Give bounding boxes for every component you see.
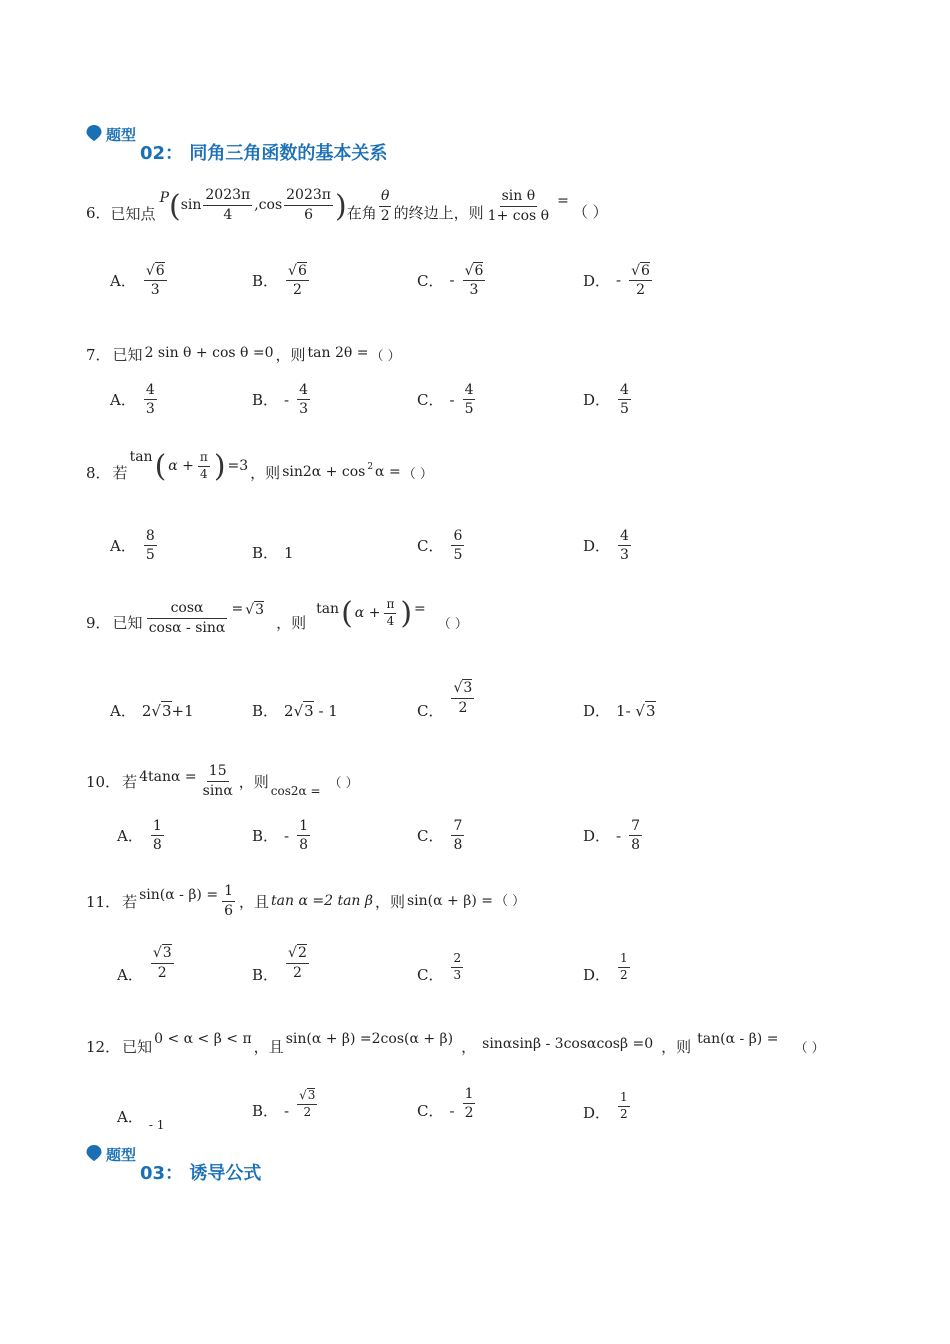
option-b: B． 1 — [252, 543, 294, 562]
option-a: A． $\frac{1}{8}$ — [117, 818, 162, 854]
option-c: C． $\frac{6}{5}$ — [417, 528, 463, 564]
question-10 — [86, 756, 359, 806]
math-text: 2 sin θ + cos θ =0 — [144, 344, 274, 361]
math-text: tan 2θ = — [307, 344, 369, 361]
section-label: 题型 — [106, 126, 137, 144]
question-text: 若 — [122, 772, 138, 791]
option-d: D． $\frac{4}{3}$ — [583, 528, 629, 564]
answer-blank: （ ） — [370, 349, 401, 364]
math-text: sin — [180, 197, 202, 213]
fraction: $\frac{2023\pi}{6}$ — [286, 187, 331, 223]
option-a: A． - 1 — [117, 1107, 165, 1132]
math-text: α + — [354, 605, 381, 621]
math-text: tan(α - β) = — [697, 1031, 779, 1047]
answer-blank: （ ） — [794, 1040, 825, 1056]
fraction: $\frac{\pi}{4}$ — [199, 449, 208, 481]
answer-blank: （ ） — [328, 775, 359, 791]
fraction: $\frac{\pi}{4}$ — [386, 596, 395, 628]
option-a: A． $\frac{√3}{2}$ — [117, 945, 172, 984]
option-b: B． - $\frac{4}{3}$ — [252, 382, 309, 418]
question-number: 6． — [86, 203, 111, 222]
fraction: $\frac{1}{6}$ — [224, 883, 233, 919]
question-text: 已知 — [112, 613, 143, 632]
fraction: $\frac{\text{sin θ}}{\text{1+ cos θ}}$ — [487, 188, 550, 224]
option-c: C． $\frac{2}{3}$ — [417, 951, 462, 984]
math-text: = — [231, 601, 244, 617]
question-text: ，则 — [275, 346, 306, 364]
option-d: D． - $\frac{√6}{2}$ — [583, 263, 650, 299]
math-text: =3 — [227, 458, 249, 474]
math-text: P — [159, 190, 169, 206]
math-text: tan — [129, 449, 153, 465]
question-number: 8． — [86, 463, 111, 482]
question-text: ，则 — [374, 892, 405, 911]
question-text: 已知 — [112, 346, 143, 364]
option-d: D． $\frac{1}{2}$ — [583, 1090, 628, 1122]
math-text: sinαsinβ - 3cosαcosβ =0 — [482, 1036, 654, 1052]
option-b: B． - $\frac{√3}{2}$ — [252, 1087, 316, 1120]
question-number: 10． — [86, 772, 121, 791]
option-c: C． - $\frac{1}{2}$ — [417, 1086, 474, 1122]
question-text: 若 — [122, 892, 138, 911]
fraction: $\frac{2023\pi}{4}$ — [205, 187, 251, 223]
math-text: α + — [168, 458, 194, 474]
option-d: D． - $\frac{7}{8}$ — [583, 818, 641, 854]
option-d: D． 1- √3 — [583, 702, 656, 720]
option-d: D． $\frac{1}{2}$ — [583, 951, 628, 984]
question-text: ，则 — [661, 1037, 692, 1056]
math-text: sin2α + cos — [282, 464, 366, 480]
question-6: 6． 已知点 P ( sin $\frac{2023\pi}{4}$ ,cos $\frac{2023\pi}{6}$ ) 在角 $\frac{\theta}{2}$ 的终边上，则 $\frac{\text{sin θ}}{\text{1+ cos θ}}$ = （ ） — [86, 187, 608, 224]
question-9: 9． 已知 $\frac{\cos\alpha}{\cos\alpha - \sin\alpha}$ = √3 ，则 tan ( α + $\frac{\pi}{4}$ ) = （ ） — [86, 595, 468, 636]
option-c: C． $\frac{√3}{2}$ — [417, 680, 473, 720]
question-7 — [86, 344, 401, 365]
question-text: ，则 — [238, 772, 269, 791]
math-text: ,cos — [254, 197, 283, 213]
option-a: A． $\frac{4}{3}$ — [110, 382, 155, 418]
fraction: $\frac{15}{\sin\alpha}$ — [202, 763, 233, 799]
section-title: 03： 诱导公式 — [140, 1163, 262, 1184]
question-number: 12． — [86, 1037, 121, 1056]
math-text: sin(α + β) =2cos(α + β) — [285, 1031, 454, 1047]
math-text: 0 < α < β < π — [154, 1031, 252, 1047]
question-text: 已知 — [122, 1037, 153, 1056]
option-a: A． 2√3+1 — [110, 702, 194, 720]
answer-blank: （ ） — [494, 893, 526, 909]
option-b: B． 2√3 - 1 — [252, 702, 338, 720]
question-text: 若 — [112, 463, 128, 482]
math-text: sin(α + β) = — [407, 893, 493, 909]
section-title: 02： 同角三角函数的基本关系 — [140, 143, 388, 164]
question-8: 8． 若 tan ( α + $\frac{\pi}{4}$ ) =3 ，则 sin2α + cos $^2$ α = （ ） — [86, 448, 433, 484]
option-a: A． $\frac{√6}{3}$ — [110, 263, 165, 299]
math-text: = — [557, 193, 569, 209]
answer-blank: （ ） — [437, 616, 468, 632]
question-text: 在角 — [346, 203, 377, 222]
option-c: C． - $\frac{√6}{3}$ — [417, 263, 484, 299]
question-text: ，则 — [276, 613, 307, 632]
option-d: D． $\frac{4}{5}$ — [583, 382, 629, 418]
answer-blank: （ ） — [402, 466, 433, 482]
option-c: C． $\frac{7}{8}$ — [417, 818, 463, 854]
math-text: tan — [316, 601, 340, 617]
fraction: $\frac{\cos\alpha}{\cos\alpha - \sin\alpha}$ — [147, 600, 228, 635]
math-text: = — [414, 601, 426, 617]
math-text: tan α =2 tan β — [271, 893, 373, 909]
question-number: 11． — [86, 892, 121, 911]
question-text: 已知点 — [110, 204, 156, 223]
answer-blank: （ ） — [572, 202, 608, 221]
math-text: 4tanα = — [139, 769, 197, 785]
question-text: ， — [461, 1037, 477, 1056]
question-12 — [86, 1024, 825, 1068]
question-11 — [86, 876, 525, 926]
option-a: A． $\frac{8}{5}$ — [110, 528, 155, 564]
fraction: $\frac{\theta}{2}$ — [380, 188, 390, 224]
math-text: sin(α - β) = — [139, 887, 219, 903]
question-text: 的终边上，则 — [393, 203, 484, 222]
question-text: ，且 — [239, 892, 270, 911]
question-number: 7． — [86, 346, 111, 364]
option-b: B． - $\frac{1}{8}$ — [252, 818, 309, 854]
section-label: 题型 — [106, 1146, 137, 1164]
option-b: B． $\frac{√2}{2}$ — [252, 945, 307, 984]
option-b: B． $\frac{√6}{2}$ — [252, 263, 307, 299]
option-c: C． - $\frac{4}{5}$ — [417, 382, 474, 418]
location-pin-icon — [86, 1145, 102, 1161]
question-number: 9． — [86, 613, 111, 632]
math-text: cos2α = — [270, 784, 321, 798]
math-text: α = — [375, 464, 401, 480]
location-pin-icon — [86, 125, 102, 141]
question-text: ，且 — [253, 1037, 284, 1056]
question-text: ，则 — [250, 463, 281, 482]
